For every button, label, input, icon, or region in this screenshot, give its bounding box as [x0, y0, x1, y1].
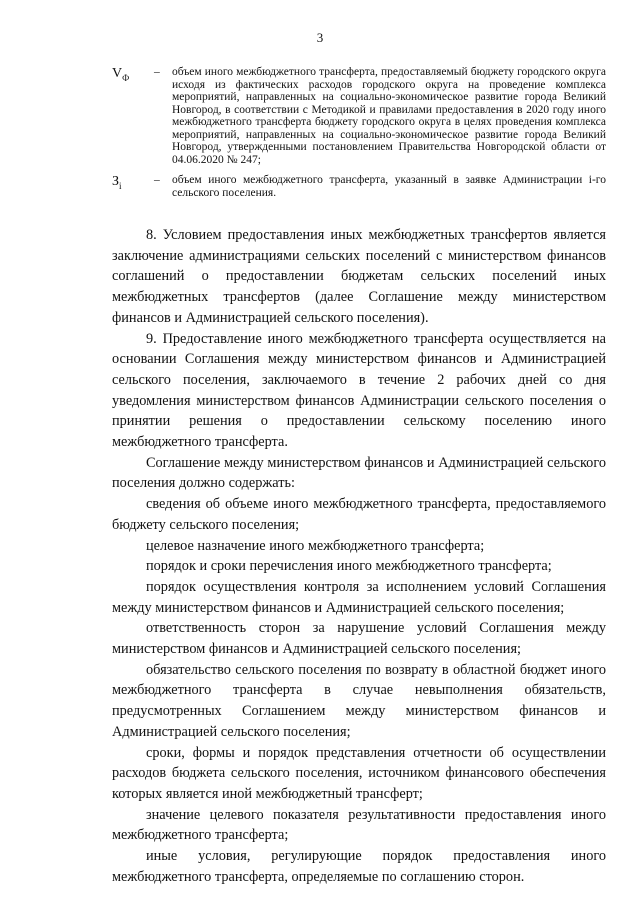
paragraph-agreement-contents: Соглашение между министерством финансов и Администрацией сельского поселения должно содержать: — [112, 454, 606, 492]
definition-text: объем иного межбюджетного трансферта, предоставляемый бюджету городского округа исходя из фактических расходов городского округа на проведение комплекса мероприятий, направленных на социально-экономическое развитие города Великий Новгород, в соответствии с Методикой и правилами предоставления в 2020 году иного межбюджетного трансферта бюджету городского округа в целях проведения комплекса мероприятий, направленных на социально-экономическое развитие города Великий Новгород, утвержденными постановлением Правительства Новгородской области от 04.06.2020 № 247; — [172, 66, 606, 166]
page-number: 3 — [316, 30, 324, 45]
list-item: сведения об объеме иного межбюджетного трансферта, предоставляемого бюджету сельского поселения; — [112, 496, 606, 533]
document-body — [112, 225, 606, 888]
definition-text: объем иного межбюджетного трансферта, указанный в заявке Администрации i-го сельского поселения. — [172, 174, 606, 199]
definition-symbol: $З_i$ — [112, 174, 122, 191]
definition-symbol: $V_Ф$ — [112, 66, 130, 83]
definition-z-i — [112, 174, 606, 199]
formula-definitions — [112, 66, 606, 199]
list-item: целевое назначение иного межбюджетного трансферта; — [146, 537, 485, 554]
list-item: порядок и сроки перечисления иного межбюджетного трансферта; — [146, 558, 552, 575]
list-item: иные условия, регулирующие порядок предоставления иного межбюджетного трансферта, определяемые по соглашению сторон. — [112, 848, 606, 885]
definition-v-f — [112, 66, 606, 166]
list-item: сроки, формы и порядок представления отчетности об осуществлении расходов бюджета сельского поселения, источником финансового обеспечения которых является иной межбюджетный трансферт; — [112, 744, 606, 802]
list-item: значение целевого показателя результативности предоставления иного межбюджетного трансферта; — [112, 806, 606, 844]
list-item: обязательство сельского поселения по возврату в областной бюджет иного межбюджетного трансферта в случае невыполнения обязательств, предусмотренных Соглашением между министерством финансов и Администрацией сельского поселения; — [112, 661, 606, 740]
paragraph-8: 8. Условием предоставления иных межбюджетных трансфертов является заключение администрациями сельских поселений с министерством финансов соглашений о предоставлении бюджетам сельских поселений иных межбюджетных трансфертов (далее Соглашение между министерством финансов и Администрацией сельского поселения). — [112, 227, 606, 326]
paragraph-9: 9. Предоставление иного межбюджетного трансферта осуществляется на основании Соглашения между министерством финансов и Администрацией сельского поселения, заключаемого в течение 2 рабочих дней со дня уведомления министерством финансов Администрации сельского поселения о принятии решения о предоставлении сельскому поселению иного межбюджетного трансферта. — [112, 330, 606, 451]
definition-dash: – — [154, 66, 160, 78]
definition-dash: – — [154, 174, 160, 186]
list-item: порядок осуществления контроля за исполнением условий Соглашения между министерством финансов и Администрацией сельского поселения; — [112, 578, 606, 616]
list-item: ответственность сторон за нарушение условий Соглашения между министерством финансов и Администрацией сельского поселения; — [112, 620, 606, 658]
